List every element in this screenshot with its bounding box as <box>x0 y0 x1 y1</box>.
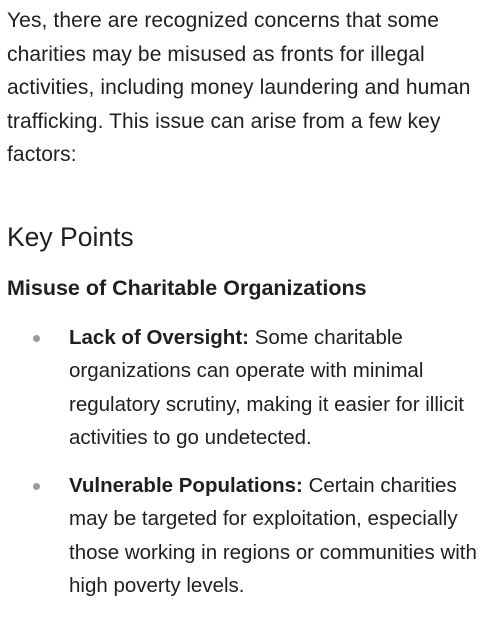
point-text: Certain charities may be targeted for exploitation, especially those working in regions or communities with high poverty levels. <box>69 473 477 597</box>
list-item <box>7 469 486 603</box>
bullet-icon <box>33 335 40 342</box>
point-term: Vulnerable Populations: <box>69 473 303 497</box>
key-points-list <box>7 321 486 603</box>
section-heading: Key Points <box>7 221 134 252</box>
bullet-icon <box>33 483 40 490</box>
subsection-heading: Misuse of Charitable Organizations <box>7 275 367 300</box>
list-item <box>7 321 486 455</box>
point-text: Some charitable organizations can operate with minimal regulatory scrutiny, making it easier for illicit activities to go undetected. <box>69 325 464 449</box>
point-term: Lack of Oversight: <box>69 325 249 349</box>
intro-paragraph: Yes, there are recognized concerns that some charities may be misused as fronts for illegal activities, including money laundering and human trafficking. This issue can arise from a few key factors: <box>7 9 471 166</box>
